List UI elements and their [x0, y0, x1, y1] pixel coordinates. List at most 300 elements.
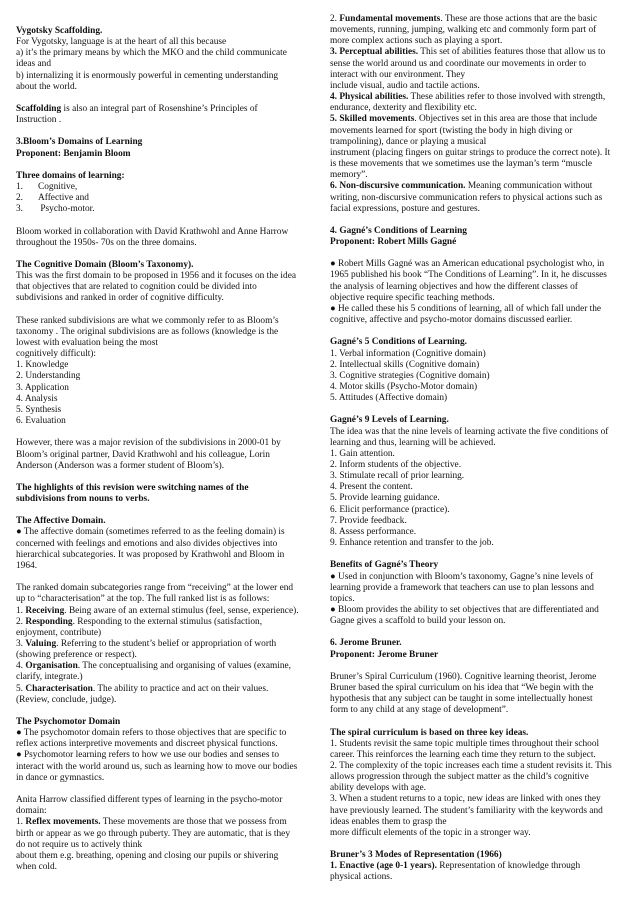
bold-text: Benefits of Gagné’s Theory — [330, 560, 439, 571]
body-text: subdivisions and ranked in order of cognitive difficulty. — [16, 293, 224, 304]
body-text: cognitive, affective and psycho-motor domains discussed earlier. — [330, 315, 573, 326]
text-line — [16, 661, 315, 672]
paragraph — [330, 259, 626, 326]
body-text: ● The psychomotor domain refers to those objectives that are specific to — [16, 728, 287, 739]
body-text: ideas and — [16, 59, 52, 70]
body-text: a) it’s the primary means by which the MKO and the child communicate — [16, 48, 287, 59]
bold-text: 1. Enactive (age 0-1 years). — [330, 861, 437, 872]
text-line — [330, 114, 626, 125]
text-line — [330, 817, 626, 828]
body-text: ideas enables them to grasp the — [330, 816, 447, 827]
text-line — [330, 304, 626, 315]
text-line — [330, 126, 626, 137]
body-text: 3. When a student returns to a topic, new ideas are linked with ones they — [330, 794, 601, 805]
body-text: ● The affective domain (sometimes referred to as the feeling domain) is — [16, 527, 285, 538]
body-text: concerned with feelings and emotions and also divides objectives into — [16, 538, 278, 549]
text-line — [330, 460, 626, 471]
paragraph — [16, 583, 315, 706]
body-text: 5. Attitudes (Affective domain) — [330, 393, 448, 404]
text-line — [330, 382, 626, 393]
bold-text: 6. Jerome Bruner. — [330, 638, 402, 649]
list-number: 3. — [16, 204, 24, 215]
bold-text: Receiving — [25, 605, 65, 616]
text-line — [16, 750, 315, 761]
text-line — [16, 371, 315, 382]
text-line — [330, 159, 626, 170]
text-line — [16, 293, 315, 304]
text-line — [16, 695, 315, 706]
text-line — [330, 103, 626, 114]
paragraph — [16, 516, 315, 572]
text-line — [16, 171, 315, 182]
body-text: endurance, dexterity and flexibility etc. — [330, 103, 477, 114]
bold-text: Valuing — [25, 638, 57, 649]
text-line — [330, 471, 626, 482]
body-text: trampolining), dance or playing a musical — [330, 136, 487, 147]
body-text: throughout the 1950s- 70s on the three domains. — [16, 237, 197, 248]
text-line — [330, 850, 626, 861]
bold-text: Responding — [25, 616, 73, 627]
body-text: b) internalizing it is enormously powerful in cementing understanding — [16, 70, 279, 81]
text-line — [16, 806, 315, 817]
body-text: Bruner based the spiral curriculum on his idea that “We begin with the — [330, 682, 594, 693]
text-line — [330, 226, 626, 237]
bold-text: 3.Bloom’s Domains of Learning — [16, 137, 143, 148]
body-text: 1. — [16, 817, 26, 828]
paragraph — [16, 483, 315, 505]
body-text: . Being aware of an external stimulus (feel, sense, experience). — [64, 605, 299, 616]
body-text: . These are those actions that are the basic — [440, 14, 598, 24]
text-line — [16, 527, 315, 538]
text-line — [330, 694, 626, 705]
body-text: Anita Harrow classified different types of learning in the psycho-motor — [16, 795, 283, 806]
body-text: lowest with evaluation being the most — [16, 338, 158, 348]
text-line — [16, 82, 315, 93]
body-text: more complex actions such as playing a sport. — [330, 36, 503, 47]
right-column — [330, 14, 626, 895]
text-line — [16, 450, 315, 461]
body-text: This set of abilities features those that allow us to — [418, 47, 606, 58]
text-line — [330, 761, 626, 772]
text-line — [16, 829, 315, 840]
text-line — [16, 260, 315, 271]
body-text: 1964. — [16, 560, 38, 571]
bold-text: 6. Non-discursive communication. — [330, 181, 466, 192]
text-line — [16, 316, 315, 327]
text-line — [330, 349, 626, 360]
body-text: ● He called these his 5 conditions of learning, all of which fall under the — [330, 303, 602, 314]
body-text: . Responding to the external stimulus (satisfaction, — [72, 616, 263, 627]
paragraph — [16, 438, 315, 471]
text-line — [16, 594, 315, 605]
body-text: 3. Cognitive strategies (Cognitive domain) — [330, 370, 490, 381]
text-line — [330, 705, 626, 716]
text-line — [330, 750, 626, 761]
text-line — [16, 204, 315, 215]
paragraph — [330, 638, 626, 660]
bold-text: subdivisions from nouns to verbs. — [16, 494, 150, 505]
text-line — [330, 516, 626, 527]
text-line — [330, 427, 626, 438]
bold-text: Proponent: Benjamin Bloom — [16, 148, 131, 159]
text-line — [16, 539, 315, 550]
text-line — [330, 137, 626, 148]
body-text: These abilities refer to those involved with strength, — [408, 92, 606, 103]
bold-text: The Cognitive Domain (Bloom’s Taxonomy). — [16, 259, 194, 270]
text-line — [330, 81, 626, 92]
body-text: Gagne gives a scaffold to build your lesson on. — [330, 616, 506, 627]
text-line — [330, 505, 626, 516]
text-line — [330, 683, 626, 694]
body-text: Bloom worked in collaboration with David Krathwohl and Anne Harrow — [16, 226, 289, 237]
body-text: 3. Application — [16, 382, 69, 393]
body-text: 4. Motor skills (Psycho-Motor domain) — [330, 381, 478, 392]
body-text: 9. Enhance retention and transfer to the job. — [330, 538, 494, 549]
body-text: Anderson (Anderson was a former student of Bloom’s). — [16, 460, 225, 471]
text-line — [16, 327, 315, 338]
body-text: up to “characterisation” at the top. The full ranked list is as follows: — [16, 594, 270, 605]
text-line — [16, 149, 315, 160]
bold-text: 3. Perceptual abilities. — [330, 47, 419, 58]
body-text: However, there was a major revision of the subdivisions in 2000-01 by — [16, 438, 281, 449]
paragraph — [330, 415, 626, 549]
body-text: the analysis of learning objectives and how the different classes of — [330, 281, 578, 292]
text-line — [16, 672, 315, 683]
text-line — [330, 170, 626, 181]
bold-text: Gagné’s 9 Levels of Learning. — [330, 415, 449, 426]
body-text: Psycho-motor. — [38, 204, 95, 215]
text-line — [330, 572, 626, 583]
text-line — [16, 137, 315, 148]
text-line — [330, 783, 626, 794]
body-text: clarify, integrate.) — [16, 672, 83, 683]
text-line — [16, 193, 315, 204]
text-line — [16, 717, 315, 728]
text-line — [330, 772, 626, 783]
body-text: The idea was that the nine levels of learning activate the five conditions of — [330, 426, 609, 437]
text-line — [16, 59, 315, 70]
paragraph — [16, 171, 315, 216]
body-text: hypothesis that any subject can be taught in some intellectually honest — [330, 694, 593, 705]
text-line — [16, 227, 315, 238]
paragraph — [16, 316, 315, 428]
text-line — [16, 405, 315, 416]
bold-text: Scaffolding — [16, 104, 62, 115]
paragraph — [330, 560, 626, 627]
body-text: 2. Inform students of the objective. — [330, 460, 462, 470]
text-line — [330, 638, 626, 649]
body-text: . The ability to practice and act on their values. — [92, 683, 269, 694]
body-text: hierarchical subcategories. It was proposed by Krathwohl and Bloom in — [16, 549, 285, 560]
bold-text: Bruner’s 3 Modes of Representation (1966) — [330, 850, 502, 861]
text-line — [330, 371, 626, 382]
text-line — [16, 739, 315, 750]
text-line — [330, 415, 626, 426]
text-line — [16, 494, 315, 505]
bold-text: 4. Physical abilities. — [330, 92, 409, 103]
body-text: Meaning communication without — [465, 181, 593, 192]
body-text: learning provide a framework that teachers can use to plan lessons and — [330, 582, 594, 593]
body-text: For Vygotsky, language is at the heart of all this because — [16, 37, 227, 48]
text-line — [330, 794, 626, 805]
text-line — [16, 684, 315, 695]
body-text: 5. — [16, 683, 26, 694]
body-text: 8. Assess performance. — [330, 526, 417, 537]
paragraph — [16, 795, 315, 873]
text-line — [330, 672, 626, 683]
body-text: ● Bloom provides the ability to set objectives that are differentiated and — [330, 604, 599, 615]
text-line — [16, 561, 315, 572]
body-text: Bruner’s Spiral Curriculum (1960). Cognitive learning theorist, Jerome — [330, 671, 597, 682]
body-text: 1. Students revisit the same topic multiple times throughout their school — [330, 738, 600, 749]
text-line — [330, 337, 626, 348]
body-text: facial expressions, posture and gestures. — [330, 203, 480, 214]
bold-text: The spiral curriculum is based on three key ideas. — [330, 727, 529, 738]
text-line — [16, 817, 315, 828]
body-text: 6. Elicit performance (practice). — [330, 504, 450, 515]
text-line — [330, 360, 626, 371]
text-line — [330, 739, 626, 750]
body-text: reflex actions interpretive movements and discreet physical functions. — [16, 739, 278, 750]
paragraph — [330, 14, 626, 215]
text-line — [330, 482, 626, 493]
text-line — [330, 259, 626, 270]
body-text: 6. Evaluation — [16, 416, 66, 427]
text-line — [330, 583, 626, 594]
text-line — [330, 594, 626, 605]
body-text: 1965 published his book “The Conditions of Learning”. In it, he discusses — [330, 270, 607, 281]
text-line — [16, 762, 315, 773]
body-text: 2. — [16, 616, 26, 627]
body-text: more difficult elements of the topic in a stronger way. — [330, 827, 531, 838]
list-number: 2. — [16, 193, 24, 204]
text-line — [16, 617, 315, 628]
body-text: movements learned for sport (twisting the body in high diving or — [330, 125, 573, 136]
text-line — [330, 148, 626, 159]
text-line — [16, 48, 315, 59]
bold-text: Proponent: Robert Mills Gagné — [330, 237, 457, 248]
body-text: Cognitive, — [38, 182, 78, 192]
text-line — [16, 394, 315, 405]
body-text: Representation of knowledge through — [436, 861, 581, 872]
text-line — [16, 851, 315, 862]
text-line — [330, 538, 626, 549]
paragraph — [330, 226, 626, 248]
list-number: 1. — [16, 182, 24, 192]
body-text: (Review, conclude, judge). — [16, 694, 117, 705]
body-text: movements, running, jumping, walking etc and commonly form part of — [330, 25, 597, 36]
body-text: Bloom’s original partner, David Krathwohl and his colleague, Lorin — [16, 449, 270, 460]
text-line — [330, 527, 626, 538]
body-text: 4. — [16, 661, 26, 672]
body-text: memory”. — [330, 170, 368, 181]
text-line — [330, 728, 626, 739]
body-text: instrument (placing fingers on guitar strings to produce the correct note). It — [330, 147, 611, 158]
bold-text: Proponent: Jerome Bruner — [330, 649, 439, 660]
bold-text: The Affective Domain. — [16, 516, 106, 527]
body-text: is also an integral part of Rosenshine’s Principles of — [61, 104, 258, 115]
body-text: allows progression through the subject matter as the child’s cognitive — [330, 772, 589, 783]
text-line — [16, 37, 315, 48]
body-text: These ranked subdivisions are what we commonly refer to as Bloom’s — [16, 315, 279, 326]
text-line — [16, 606, 315, 617]
body-text: 4. Analysis — [16, 393, 58, 404]
text-line — [330, 293, 626, 304]
text-line — [330, 616, 626, 627]
paragraph — [330, 850, 626, 883]
text-line — [16, 773, 315, 784]
body-text: 1. — [16, 605, 26, 616]
text-line — [330, 25, 626, 36]
text-line — [16, 115, 315, 126]
body-text: interact with the world around us, such as learning how to move our bodies — [16, 761, 298, 772]
body-text: 2. Understanding — [16, 371, 81, 382]
body-text: form to any child at any stage of development”. — [330, 705, 509, 716]
body-text: objective require specific teaching methods. — [330, 292, 495, 303]
text-line — [330, 282, 626, 293]
text-line — [330, 59, 626, 70]
body-text: in dance or gymnastics. — [16, 772, 105, 783]
bold-text: Vygotsky Scaffolding. — [16, 26, 103, 36]
bold-text: The Psychomotor Domain — [16, 717, 121, 727]
text-line — [330, 560, 626, 571]
body-text: interact with our environment. They — [330, 69, 466, 80]
paragraph — [330, 672, 626, 717]
text-line — [16, 862, 315, 873]
body-text: career. This reinforces the learning each time they return to the subject. — [330, 749, 596, 760]
body-text: birth or appear as we go through puberty. They are automatic, that is they — [16, 828, 290, 839]
text-line — [16, 416, 315, 427]
body-text: . The conceptualising and organising of values (examine, — [77, 661, 291, 672]
text-line — [16, 71, 315, 82]
paragraph — [330, 337, 626, 404]
text-line — [16, 238, 315, 249]
text-line — [16, 338, 315, 349]
text-line — [330, 872, 626, 883]
text-line — [16, 349, 315, 360]
body-text: have previously learned. The student’s familiarity with the keywords and — [330, 805, 603, 816]
body-text: 3. — [16, 638, 26, 649]
body-text: do not require us to actively think — [16, 839, 143, 850]
body-text: 2. Intellectual skills (Cognitive domain) — [330, 359, 480, 370]
body-text: 2. The complexity of the topic increases each time a student revisits it. This — [330, 760, 612, 771]
body-text: ● Robert Mills Gagné was an American educational psychologist who, in — [330, 259, 605, 270]
body-text: 5. Provide learning guidance. — [330, 493, 440, 504]
text-line — [16, 182, 315, 193]
body-text: sense the world around us and coordinate our movements in order to — [330, 58, 587, 69]
paragraph — [16, 260, 315, 305]
text-line — [330, 270, 626, 281]
body-text: enjoyment, contribute) — [16, 627, 102, 638]
body-text: 5. Synthesis — [16, 404, 62, 415]
text-line — [16, 840, 315, 851]
body-text: . Referring to the student’s belief or appropriation of worth — [56, 638, 277, 649]
text-line — [16, 271, 315, 282]
text-line — [330, 237, 626, 248]
body-text: 1. Knowledge — [16, 360, 69, 371]
text-line — [16, 795, 315, 806]
text-line — [16, 461, 315, 472]
text-line — [330, 14, 626, 25]
body-text: The ranked domain subcategories range from “receiving” at the lower end — [16, 583, 294, 594]
text-line — [16, 516, 315, 527]
body-text: Affective and — [38, 193, 89, 204]
text-line — [16, 728, 315, 739]
body-text: cognitively difficult): — [16, 349, 97, 360]
paragraph — [16, 104, 315, 126]
body-text: 4. Present the content. — [330, 482, 413, 493]
bold-text: Organisation — [25, 661, 78, 672]
bold-text: Gagné’s 5 Conditions of Learning. — [330, 337, 467, 348]
body-text: is these movements that we sometimes use the layman’s term “muscle — [330, 159, 593, 170]
text-line — [16, 628, 315, 639]
text-line — [330, 438, 626, 449]
text-line — [330, 650, 626, 661]
text-line — [16, 438, 315, 449]
bold-text: Characterisation — [25, 683, 93, 694]
text-line — [330, 315, 626, 326]
body-text: writing, non-discursive communication refers to physical actions such as — [330, 192, 603, 203]
body-text: domain: — [16, 806, 47, 817]
body-text: Instruction . — [16, 115, 62, 126]
body-text: These movements are those that we possess from — [100, 817, 287, 828]
text-line — [16, 383, 315, 394]
text-line — [330, 393, 626, 404]
text-line — [330, 806, 626, 817]
body-text: include visual, audio and tactile actions. — [330, 80, 480, 91]
text-line — [16, 650, 315, 661]
bold-text: The highlights of this revision were switching names of the — [16, 482, 249, 493]
text-line — [330, 605, 626, 616]
paragraph — [16, 137, 315, 159]
body-text: about them e.g. breathing, opening and closing our pupils or shivering — [16, 850, 279, 861]
bold-text: 4. Gagné’s Conditions of Learning — [330, 225, 467, 236]
body-text: learning and thus, learning will be achieved. — [330, 437, 496, 448]
text-line — [16, 26, 315, 37]
body-text: that objectives that are related to cognition could be divided into — [16, 282, 257, 293]
bold-text: Three domains of learning: — [16, 170, 125, 181]
paragraph — [16, 227, 315, 249]
body-text: ● Used in conjunction with Bloom’s taxonomy, Gagne’s nine levels of — [330, 571, 594, 582]
text-line — [330, 47, 626, 58]
paragraph — [16, 717, 315, 784]
text-line — [330, 204, 626, 215]
left-column — [16, 26, 315, 884]
text-line — [330, 449, 626, 460]
text-line — [330, 36, 626, 47]
text-line — [330, 828, 626, 839]
text-line — [16, 639, 315, 650]
text-line — [330, 861, 626, 872]
body-text: about the world. — [16, 81, 77, 92]
bold-text: Reflex movements. — [25, 817, 101, 828]
body-text: 1. Verbal information (Cognitive domain) — [330, 348, 486, 359]
body-text: 7. Provide feedback. — [330, 515, 407, 526]
paragraph — [330, 728, 626, 840]
body-text: ability develops with age. — [330, 783, 427, 794]
text-line — [16, 360, 315, 371]
text-line — [16, 583, 315, 594]
body-text: 3. Stimulate recall of prior learning. — [330, 471, 465, 482]
text-line — [16, 282, 315, 293]
body-text: ● Psychomotor learning refers to how we use our bodies and senses to — [16, 750, 280, 761]
text-line — [330, 92, 626, 103]
paragraph — [16, 26, 315, 93]
body-text: physical actions. — [330, 872, 393, 883]
bold-text: Fundamental movements — [339, 14, 441, 24]
body-text: taxonomy . The original subdivisions are as follows (knowledge is the — [16, 326, 279, 337]
text-line — [16, 483, 315, 494]
